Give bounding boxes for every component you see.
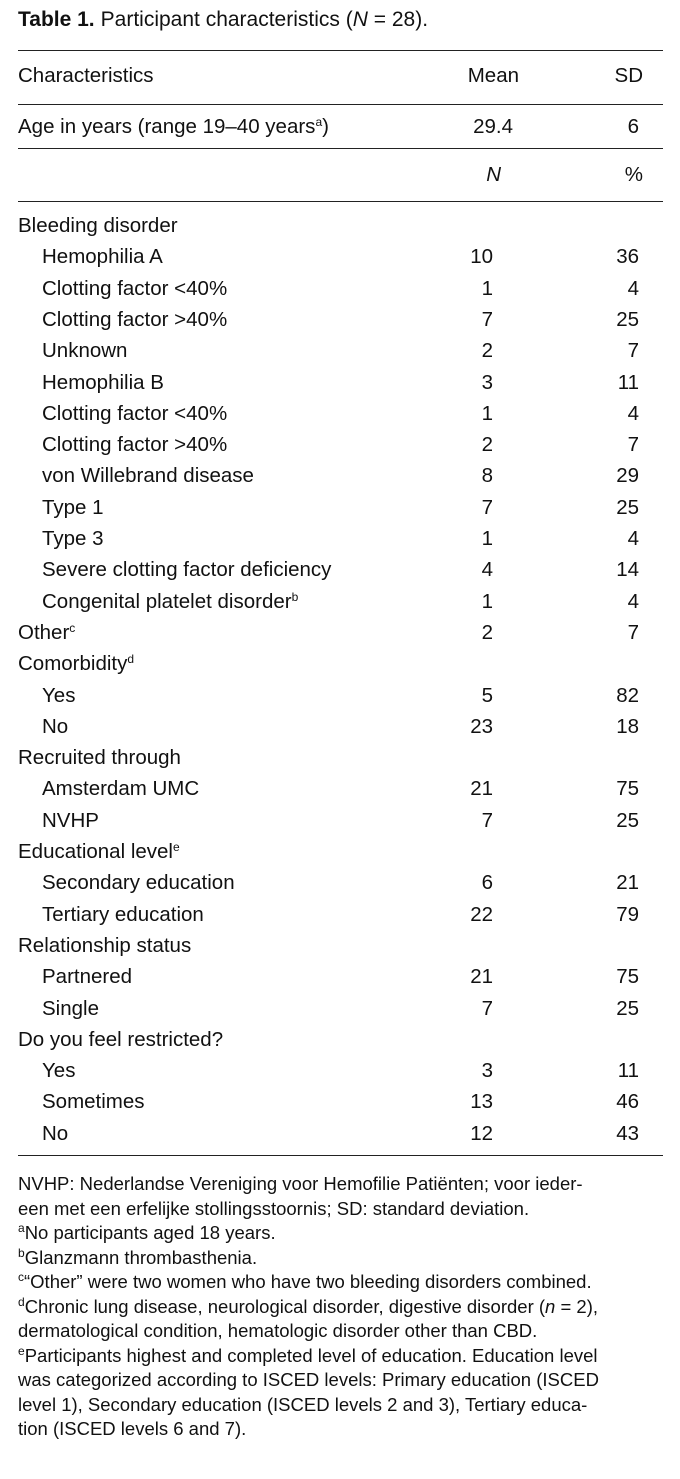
row-label: Tertiary education [42,902,204,926]
header-mean: Mean [467,64,519,87]
abbreviation-note: NVHP: Nederlandse Vereniging voor Hemofilie Patiënten; voor ieder- een met een erfelijke stollingsstoornis; SD: standard deviation. [18,1173,583,1219]
subheader-n: N [486,163,501,186]
row-label: Type 1 [42,495,104,519]
title-text-post: = 28). [367,8,429,31]
row-label: Sometimes [42,1090,145,1114]
footnote-mark: d [127,652,135,667]
row-label: Relationship status [18,933,192,957]
row-label: Recruited through [18,746,181,770]
footnote-b: $^b$Glanzmann thrombasthenia. [18,1245,258,1268]
row-n-value: 1 [481,276,493,300]
row-label: Hemophilia B [42,370,164,394]
subheader-row [18,159,663,190]
row-percent-value: 7 [627,433,639,457]
row-label: Bleeding disorder [18,214,178,237]
row-label: Secondary education [42,871,235,895]
footnote-mark: e [173,840,180,854]
row-percent-value: 11 [617,1059,639,1083]
top-rule [18,50,663,51]
bottom-rule [18,1155,663,1156]
row-label: Severe clotting factor deficiency [42,558,332,582]
row-n-value: 3 [481,370,493,394]
row-label: Unknown [42,339,128,363]
footnote-d: $^d$Chronic lung disease, neurological disorder, digestive disorder (n = 2), dermatological condition, hematologic disorder other than CBD. [18,1294,599,1341]
table-row [18,899,663,930]
row-n-value: 12 [470,1121,493,1145]
row-n-value: 1 [481,401,493,425]
table-row [18,554,663,585]
table-row [18,492,663,523]
row-label: Clotting factor <40% [42,276,228,300]
row-label: NVHP [42,808,99,832]
row-label: Do you feel restricted? [18,1027,224,1051]
table-row [18,1055,663,1086]
title-text-pre: Participant characteristics ( [100,8,353,31]
row-percent-value: 29 [616,464,639,488]
age-mean: 29.4 [473,115,513,138]
row-percent-value: 7 [627,339,639,363]
row-n-value: 7 [481,996,493,1020]
row-label: Type 3 [42,527,104,550]
row-n-value: 6 [481,871,493,895]
header-characteristics: Characteristics [18,64,154,87]
table-row [18,367,663,398]
row-label: Congenital platelet disorder$^b$ [42,589,299,613]
row-n-value: 22 [470,902,493,926]
header-sd: SD [614,64,643,87]
table-row [18,1118,663,1149]
column-header-row [18,60,663,91]
row-label: Clotting factor >40% [42,433,228,457]
row-percent-value: 4 [627,589,639,613]
row-label: von Willebrand disease [42,464,254,488]
title-n-symbol: N [352,8,368,31]
row-label: Partnered [42,965,133,989]
row-percent-value: 18 [616,714,639,738]
row-n-value: 4 [481,558,493,582]
row-label: Yes [42,1059,76,1083]
row-n-value: 7 [481,307,493,331]
row-label: Single [42,996,99,1020]
row-percent-value: 4 [627,401,639,425]
row-n-value: 2 [481,620,493,644]
row-percent-value: 79 [616,902,639,926]
table-row [18,867,663,898]
row-label: Yes [42,683,76,707]
table-row [18,210,663,241]
table-row [18,304,663,335]
row-label: Other$^c$ [18,620,76,644]
table-row [18,961,663,992]
footnote-mark: b [291,589,299,604]
row-label: Comorbidity$^d$ [18,652,135,676]
table-row [18,460,663,491]
row-percent-value: 7 [627,620,639,644]
table-row [18,711,663,742]
row-percent-value: 46 [616,1090,639,1114]
table-row [18,836,663,867]
row-percent-value: 21 [616,871,639,895]
row-n-value: 1 [481,527,493,550]
row-label: No [42,714,69,738]
row-percent-value: 25 [616,996,639,1020]
row-n-value: 7 [481,495,493,519]
row-percent-value: 14 [616,558,639,582]
row-percent-value: 25 [616,495,639,519]
age-sd: 6 [627,115,639,138]
row-n-value: 2 [481,339,493,363]
footnote-mark-a: a [315,115,323,129]
age-row [18,111,663,142]
row-n-value: 5 [481,683,493,707]
table-row [18,398,663,429]
row-percent-value: 43 [616,1121,639,1145]
row-percent-value: 36 [616,245,639,269]
row-percent-value: 75 [616,965,639,989]
row-percent-value: 82 [616,683,639,707]
row-n-value: 21 [470,777,493,801]
row-n-value: 3 [481,1059,493,1083]
table-footnotes [18,1172,663,1442]
table-row [18,1086,663,1117]
footnote-c: $^c$“Other” were two women who have two bleeding disorders combined. [18,1270,592,1292]
table-row [18,429,663,460]
table-row [18,617,663,648]
row-label: Educational level$^e$ [18,840,180,863]
table-row [18,1024,663,1055]
row-label: Hemophilia A [42,245,163,269]
table-row [18,680,663,711]
row-n-value: 13 [470,1090,493,1114]
table-row [18,241,663,272]
row-n-value: 23 [470,714,493,738]
footnote-a: $^a$No participants aged 18 years. [18,1221,276,1243]
table-row [18,773,663,804]
table-row [18,648,663,679]
row-percent-value: 4 [627,276,639,300]
table-row [18,523,663,554]
table-title [18,8,428,32]
row-percent-value: 11 [617,370,639,394]
row-label: Clotting factor <40% [42,401,228,425]
table-row [18,586,663,617]
row-label: No [42,1121,69,1145]
row-n-value: 8 [481,464,493,488]
row-n-value: 1 [481,589,493,613]
row-n-value: 10 [470,245,493,269]
table-row [18,805,663,836]
row-percent-value: 75 [616,777,639,801]
table-row [18,273,663,304]
age-label: Age in years (range 19–40 years$^a$) [18,115,329,138]
footnote-e: $^e$Participants highest and completed level of education. Education level was categorized according to ISCED levels: Primary education (ISCED level 1), Secondary education (ISCED levels 2 and 3), Tertiary educa- tion (ISCED levels 6 and 7). [18,1343,599,1439]
row-n-value: 21 [470,965,493,989]
row-label: Amsterdam UMC [42,777,200,801]
row-percent-value: 25 [616,808,639,832]
row-n-value: 2 [481,433,493,457]
subheader-rule [18,201,663,202]
header-rule [18,104,663,105]
row-n-value: 7 [481,808,493,832]
table-row [18,742,663,773]
table-row [18,993,663,1024]
table-row [18,335,663,366]
age-rule [18,148,663,149]
footnote-mark: c [69,620,76,635]
table-row [18,930,663,961]
subheader-percent: % [624,163,643,186]
table-label: Table 1. [18,8,95,31]
row-percent-value: 25 [616,307,639,331]
row-percent-value: 4 [627,527,639,550]
row-label: Clotting factor >40% [42,307,228,331]
